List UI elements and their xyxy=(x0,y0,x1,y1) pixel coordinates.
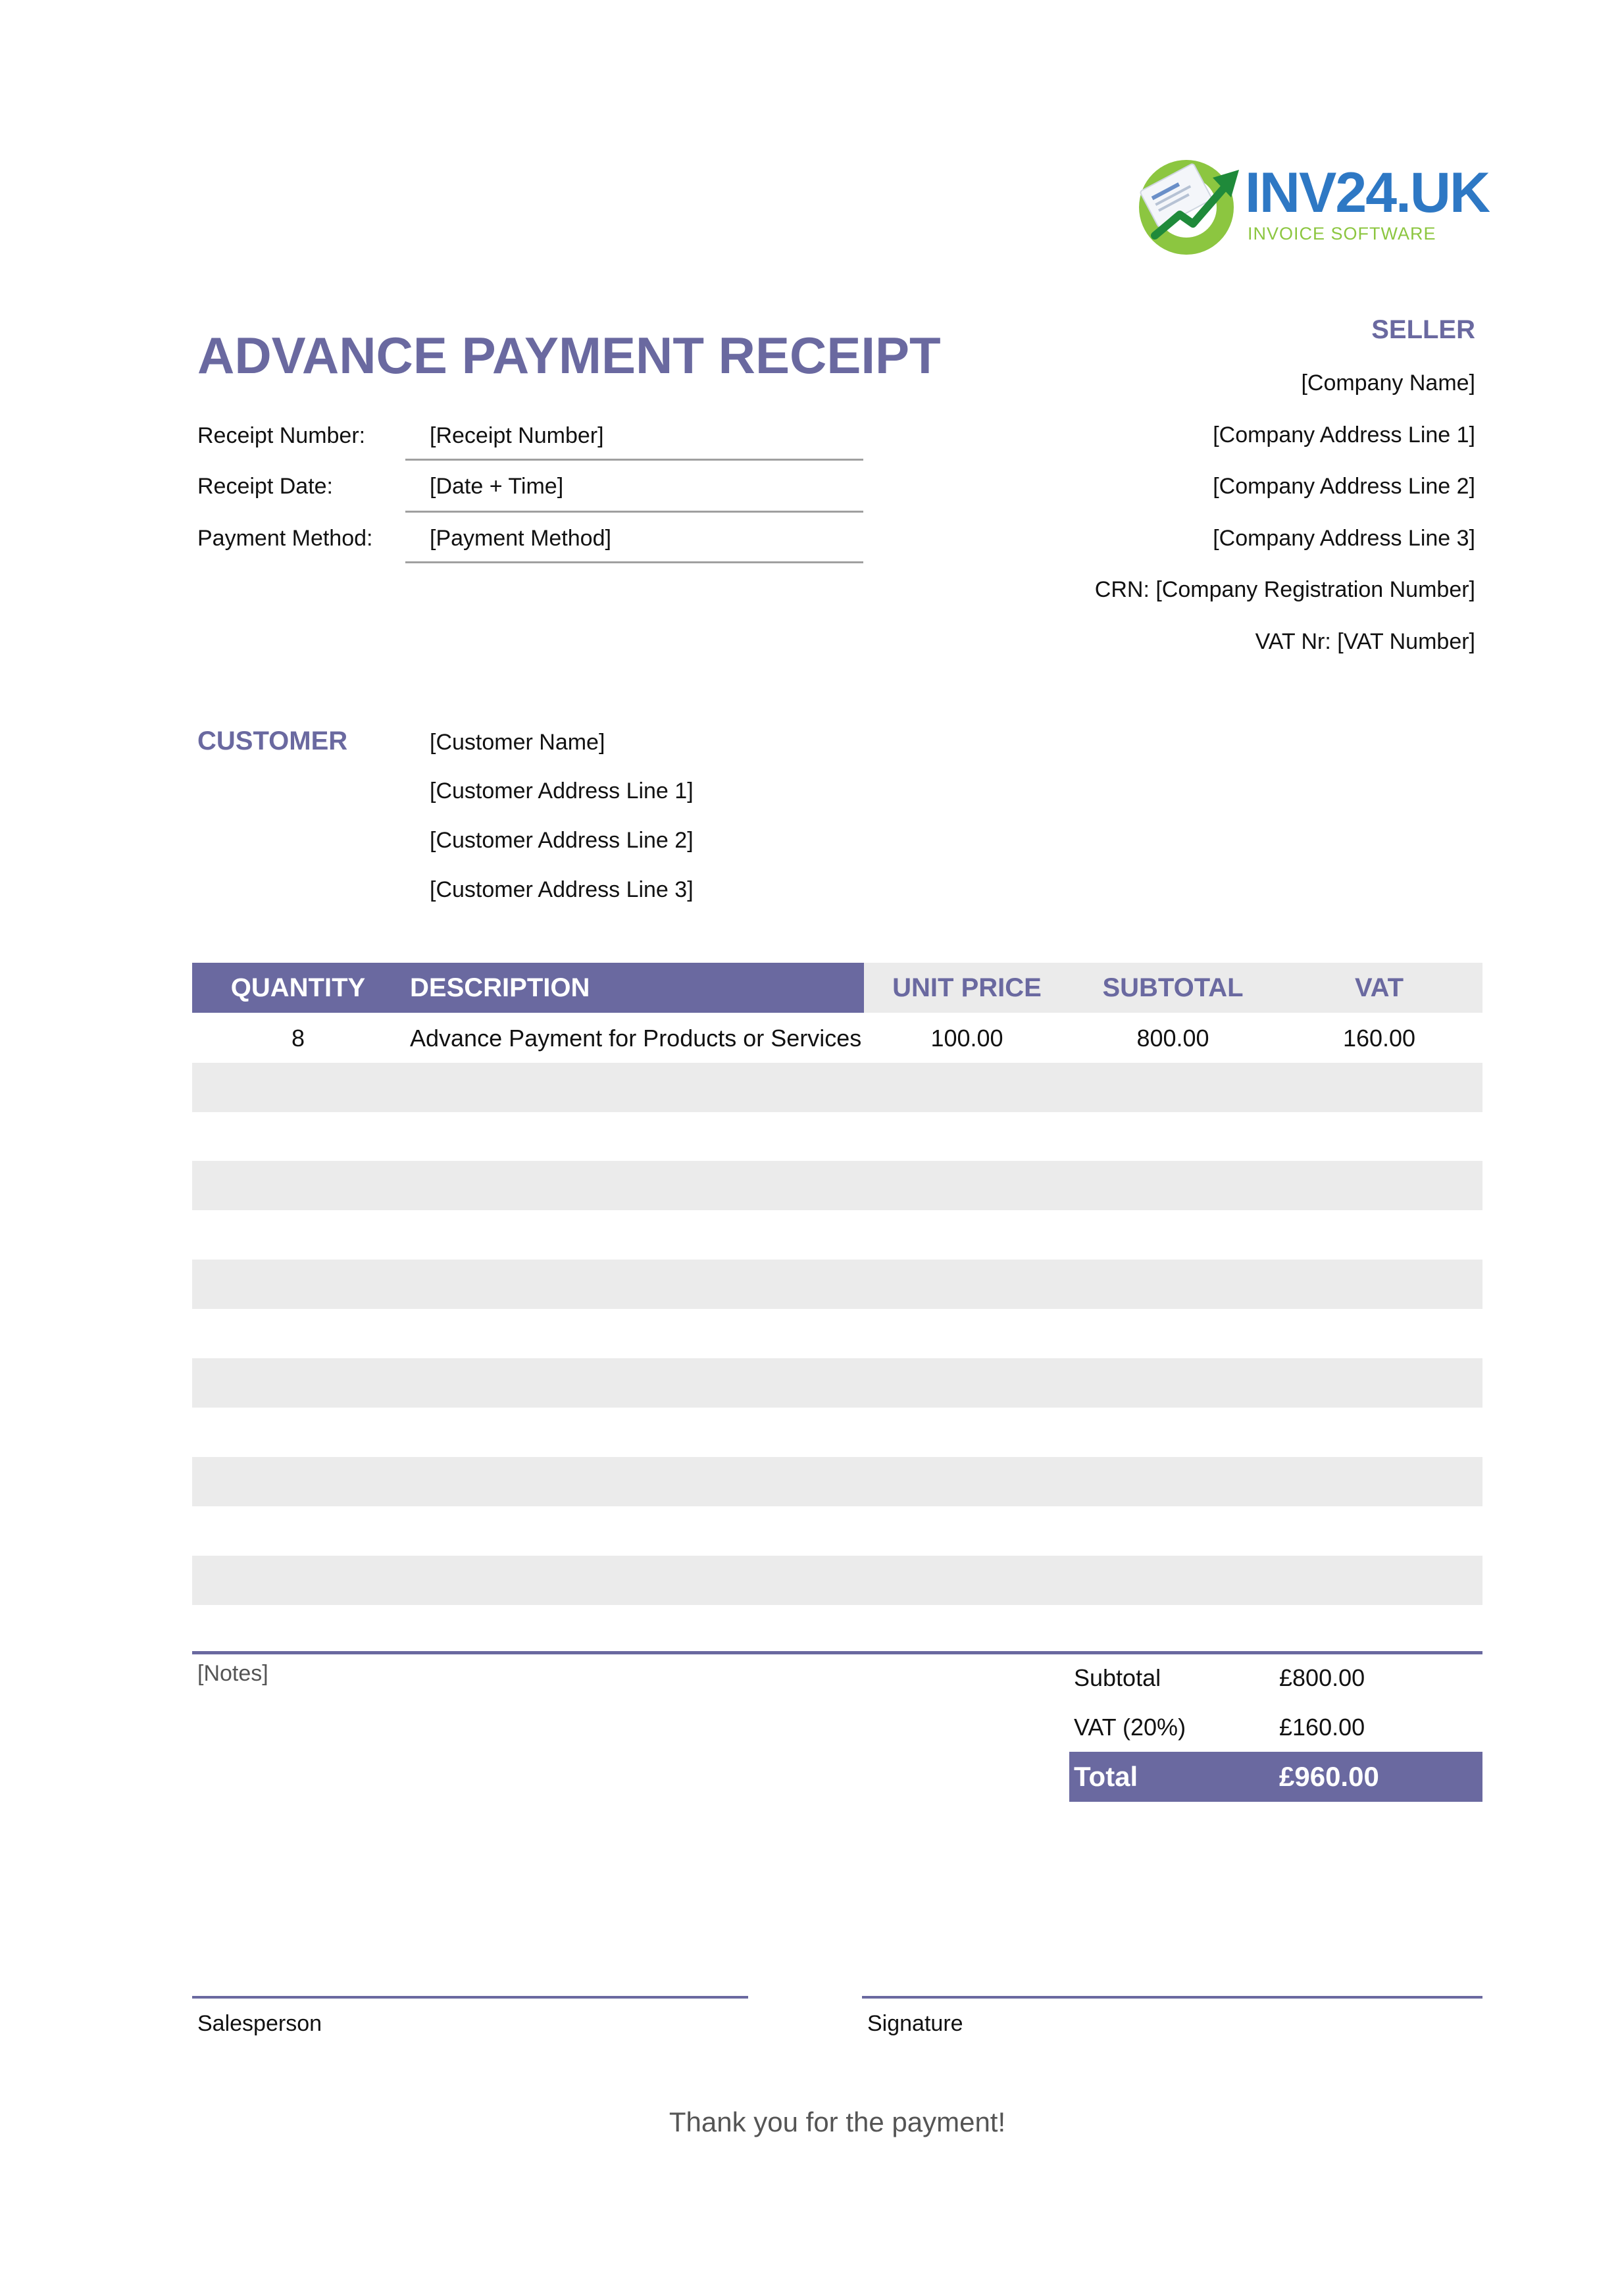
thank-you-message: Thank you for the payment! xyxy=(669,2106,1006,2137)
row-quantity: 8 xyxy=(291,1025,305,1052)
column-header-description: DESCRIPTION xyxy=(410,973,590,1002)
column-header-vat: VAT xyxy=(1354,973,1404,1002)
receipt-date-label: Receipt Date: xyxy=(197,474,333,499)
subtotal-label: Subtotal xyxy=(1074,1664,1161,1691)
subtotal-value: £800.00 xyxy=(1279,1664,1365,1691)
customer-address-line-2: [Customer Address Line 2] xyxy=(430,828,694,853)
empty-table-row xyxy=(192,1063,1482,1112)
customer-heading: CUSTOMER xyxy=(197,727,348,755)
seller-address-line-1: [Company Address Line 1] xyxy=(1213,422,1475,447)
column-header-subtotal: SUBTOTAL xyxy=(1102,973,1244,1002)
receipt-date-value: [Date + Time] xyxy=(430,474,564,499)
notes-text: [Notes] xyxy=(197,1661,268,1686)
empty-table-row xyxy=(192,1260,1482,1309)
column-header-unit-price: UNIT PRICE xyxy=(892,973,1042,1002)
total-label: Total xyxy=(1074,1761,1138,1792)
salesperson-label: Salesperson xyxy=(197,2011,322,2036)
customer-name: [Customer Name] xyxy=(430,730,605,755)
seller-vat-number: VAT Nr: [VAT Number] xyxy=(1255,629,1475,654)
receipt-number-label: Receipt Number: xyxy=(197,423,366,448)
total-value: £960.00 xyxy=(1279,1761,1379,1792)
seller-address-line-3: [Company Address Line 3] xyxy=(1213,526,1475,551)
seller-address-line-2: [Company Address Line 2] xyxy=(1213,474,1475,499)
signature-line xyxy=(862,1996,1482,1999)
logo-tagline: INVOICE SOFTWARE xyxy=(1248,224,1436,243)
empty-table-row xyxy=(192,1161,1482,1210)
row-subtotal: 800.00 xyxy=(1136,1025,1209,1052)
empty-table-row xyxy=(192,1457,1482,1506)
column-header-quantity: QUANTITY xyxy=(230,973,366,1002)
totals-divider xyxy=(192,1651,1482,1654)
logo-brand-text: INV24.UK xyxy=(1245,161,1490,224)
receipt-number-underline xyxy=(405,459,863,461)
empty-table-row xyxy=(192,1358,1482,1408)
vat-value: £160.00 xyxy=(1279,1714,1365,1741)
seller-crn: CRN: [Company Registration Number] xyxy=(1094,577,1475,602)
payment-method-underline xyxy=(405,561,863,563)
signature-label: Signature xyxy=(867,2011,963,2036)
logo-emblem-icon xyxy=(1128,151,1247,263)
seller-heading: SELLER xyxy=(1371,315,1475,344)
customer-address-line-3: [Customer Address Line 3] xyxy=(430,877,694,902)
customer-address-line-1: [Customer Address Line 1] xyxy=(430,778,694,804)
receipt-date-underline xyxy=(405,511,863,513)
page-title: ADVANCE PAYMENT RECEIPT xyxy=(197,326,941,384)
row-vat: 160.00 xyxy=(1342,1025,1416,1052)
payment-method-label: Payment Method: xyxy=(197,526,373,551)
vat-label: VAT (20%) xyxy=(1074,1714,1186,1741)
row-description: Advance Payment for Products or Services xyxy=(410,1025,862,1052)
receipt-number-value: [Receipt Number] xyxy=(430,423,604,448)
seller-company-name: [Company Name] xyxy=(1301,370,1475,395)
row-unit-price: 100.00 xyxy=(930,1025,1003,1052)
empty-table-row xyxy=(192,1556,1482,1605)
salesperson-line xyxy=(192,1996,748,1999)
payment-method-value: [Payment Method] xyxy=(430,526,611,551)
